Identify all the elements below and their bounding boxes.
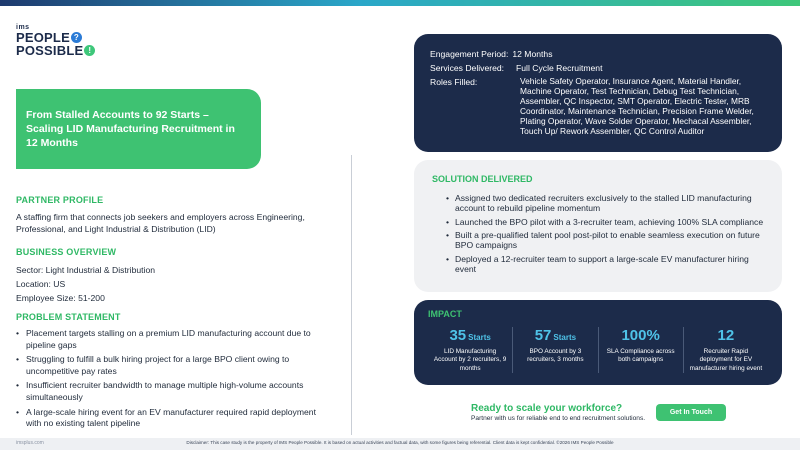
partner-profile-heading: PARTNER PROFILE xyxy=(16,195,104,205)
stat-description: Recruiter Rapid deployment for EV manufacturer hiring event xyxy=(689,348,763,372)
top-accent-bar xyxy=(0,0,800,6)
list-item: • Launched the BPO pilot with a 3-recruiter team, achieving 100% SLA compliance xyxy=(446,217,766,227)
list-item: • Deployed a 12-recruiter team to support a large-scale EV manufacturer hiring event xyxy=(446,254,766,275)
page-title: From Stalled Accounts to 92 Starts – Scaling LID Manufacturing Recruitment in 12 Months xyxy=(26,108,235,150)
impact-stat xyxy=(512,327,597,373)
roles-label: Roles Filled: xyxy=(430,77,478,88)
footer xyxy=(0,438,800,450)
roles-value: Vehicle Safety Operator, Insurance Agent, Material Handler, Machine Operator, Test Technician, Debug Test Technician, Assembler, QC Inspector, SMT Operator, Electric Tester, MRB Coordinator, Maintenance Technician, Precision Frame Welder, Plating Operator, Wave Solder Operator, Mechacal Assembler, Touch Up/ Rework Assembler, QC Control Auditor xyxy=(520,76,754,136)
partner-profile-text: A staffing firm that connects job seekers and employers across Engineering, Professional, and Light Industrial & Distribution (LID) xyxy=(16,212,305,235)
engagement-period-label: Engagement Period: xyxy=(430,49,509,59)
stat-number: 57 xyxy=(534,327,552,344)
company-logo xyxy=(16,24,95,57)
get-in-touch-button[interactable]: Get In Touch xyxy=(656,404,726,421)
cta-title: Ready to scale your workforce? xyxy=(471,403,623,414)
stat-unit: Starts xyxy=(468,333,491,342)
column-divider xyxy=(351,155,352,435)
impact-panel xyxy=(414,300,782,385)
logo-line2: POSSIBLE xyxy=(16,43,84,58)
stat-number: 100% xyxy=(621,327,660,344)
engagement-period-value: 12 Months xyxy=(512,49,553,59)
stat-number: 35 xyxy=(449,327,467,344)
sector-text: Sector: Light Industrial & Distribution xyxy=(16,265,155,275)
list-item: • Placement targets stalling on a premium LID manufacturing account due to pipeline gaps xyxy=(16,328,316,351)
services-label: Services Delivered: xyxy=(430,63,505,74)
logo-question-badge: ? xyxy=(71,32,82,43)
solution-list xyxy=(432,193,766,274)
services-value: Full Cycle Recruitment xyxy=(516,63,603,74)
logo-exclamation-badge: ! xyxy=(84,45,95,56)
impact-heading: IMPACT xyxy=(428,309,462,319)
list-item: • Assigned two dedicated recruiters exclusively to the stalled LID manufacturing account to rebuild pipeline momentum xyxy=(446,193,766,214)
solution-heading: SOLUTION DELIVERED xyxy=(432,174,533,184)
list-item: • Struggling to fulfill a bulk hiring project for a large BPO client owing to uncompetitive pay rates xyxy=(16,354,316,377)
logo-ims-text: ims xyxy=(16,24,30,31)
engagement-panel xyxy=(414,34,782,152)
footer-disclaimer: Disclaimer: This case study is the property of IMS People Possible. It is based on actual activities and factual data, with some figures being referential. Client data is kept confidential. ©2026 IMS People Possible xyxy=(186,440,614,445)
footer-site-link[interactable]: imsplus.com xyxy=(16,440,44,446)
stat-description: SLA Compliance across both campaigns xyxy=(606,348,675,364)
solution-panel xyxy=(414,160,782,292)
list-item: • Built a pre-qualified talent pool post-pilot to enable seamless execution on future BPO campaigns xyxy=(446,230,766,251)
employee-size-text: Employee Size: 51-200 xyxy=(16,293,105,303)
problem-statement-heading: PROBLEM STATEMENT xyxy=(16,312,121,322)
stat-description: BPO Account by 3 recruiters, 3 months xyxy=(527,348,584,364)
stat-unit: Starts xyxy=(553,333,577,342)
impact-stats xyxy=(428,327,768,373)
impact-stat xyxy=(598,327,683,373)
impact-stat xyxy=(683,327,768,373)
problem-statement-list xyxy=(16,328,316,433)
logo-line1: PEOPLE xyxy=(16,30,70,45)
location-text: Location: US xyxy=(16,279,66,289)
cta-subtitle: Partner with us for reliable end to end recruitment solutions. xyxy=(471,415,646,422)
stat-description: LID Manufacturing Account by 2 recruiters, 9 months xyxy=(433,348,507,372)
business-overview-heading: BUSINESS OVERVIEW xyxy=(16,247,117,257)
hero-banner xyxy=(16,89,261,169)
list-item: • Insufficient recruiter bandwidth to manage multiple high-volume accounts simultaneously xyxy=(16,380,316,403)
list-item: • A large-scale hiring event for an EV manufacturer required rapid deployment with no existing talent pipeline xyxy=(16,407,316,430)
stat-number: 12 xyxy=(717,327,735,344)
impact-stat xyxy=(428,327,512,373)
